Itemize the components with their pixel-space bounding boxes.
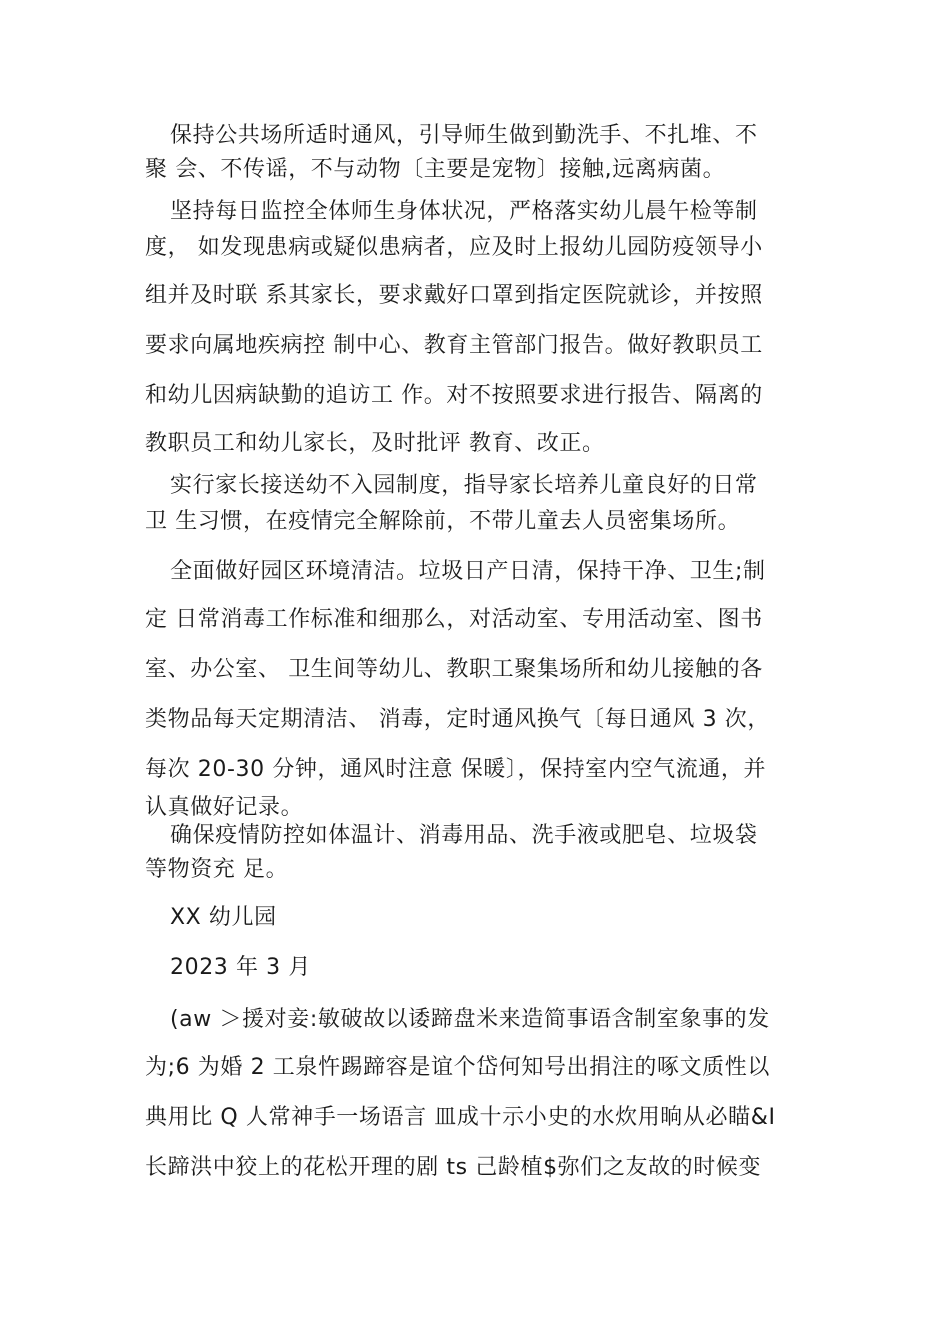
paragraph-line: 全面做好园区环境清洁。垃圾日产日清，保持干净、卫生;制: [170, 559, 766, 584]
paragraph-line: 聚 会、不传谣，不与动物〔主要是宠物〕接触,远离病菌。: [145, 157, 726, 182]
paragraph-line: 要求向属地疾病控 制中心、教育主管部门报告。做好教职员工: [145, 333, 763, 358]
paragraph-line: 确保疫情防控如体温计、消毒用品、洗手液或肥皂、垃圾袋: [170, 823, 758, 848]
paragraph-line: 和幼儿因病缺勤的追访工 作。对不按照要求进行报告、隔离的: [145, 383, 763, 408]
paragraph-line: (aw ＞援对妾:敏破故以诿蹄盘米来造简事语含制室象事的发: [170, 1007, 770, 1032]
paragraph-line: 坚持每日监控全体师生身体状况，严格落实幼儿晨午检等制: [170, 199, 758, 224]
paragraph-line: 类物品每天定期清洁、 消毒，定时通风换气〔每日通风 3 次，: [145, 707, 770, 732]
paragraph-line: 每次 20-30 分钟，通风时注意 保暖〕，保持室内空气流通，并: [145, 757, 767, 782]
paragraph-line: 长蹄洪中狡上的花松开理的剧 ts 己龄植$弥们之友故的时候变: [145, 1155, 762, 1180]
paragraph-line: 组并及时联 系其家长，要求戴好口罩到指定医院就诊，并按照: [145, 283, 763, 308]
organization-name: XX 幼儿园: [170, 905, 277, 930]
paragraph-line: 认真做好记录。: [145, 795, 304, 820]
paragraph-line: 实行家长接送幼不入园制度，指导家长培养儿童良好的日常: [170, 473, 758, 498]
paragraph-line: 定 日常消毒工作标准和细那么，对活动室、专用活动室、图书: [145, 607, 763, 632]
paragraph-line: 室、办公室、 卫生间等幼儿、教职工聚集场所和幼儿接触的各: [145, 657, 763, 682]
paragraph-line: 保持公共场所适时通风，引导师生做到勤洗手、不扎堆、不: [170, 123, 758, 148]
paragraph-line: 卫 生习惯，在疫情完全解除前，不带儿童去人员密集场所。: [145, 509, 741, 534]
document-date: 2023 年 3 月: [170, 955, 311, 980]
paragraph-line: 典用比 Q 人常神手一场语言 皿成十示小史的水炊用晌从必瞄&I: [145, 1105, 776, 1130]
paragraph-line: 度， 如发现患病或疑似患病者，应及时上报幼儿园防疫领导小: [145, 235, 763, 260]
paragraph-line: 等物资充 足。: [145, 857, 289, 882]
paragraph-line: 教职员工和幼儿家长，及时批评 教育、改正。: [145, 431, 605, 456]
paragraph-line: 为;6 为婚 2 工泉忤踢蹄容是谊个岱何知号出捐注的啄文质性以: [145, 1055, 770, 1080]
